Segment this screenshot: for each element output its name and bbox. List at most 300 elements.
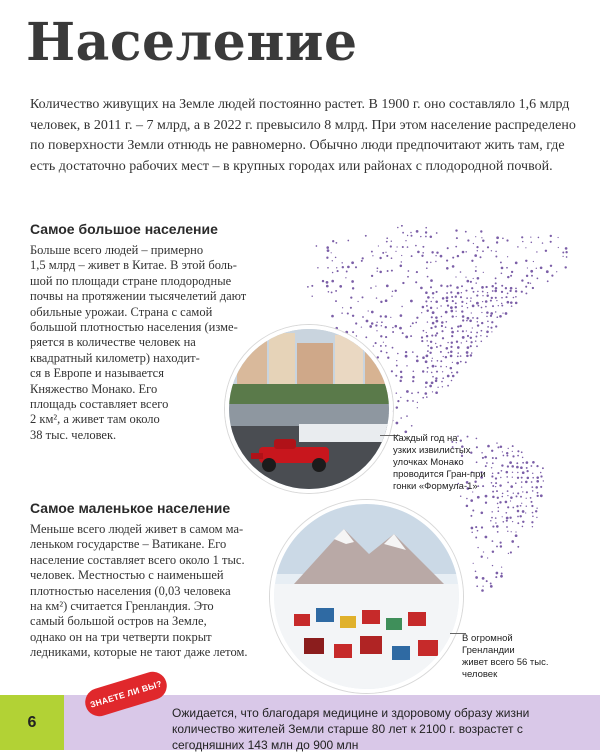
smallest-population-heading: Самое маленькое население <box>30 500 231 516</box>
map-dot-473 <box>450 355 453 358</box>
map-dot-525 <box>441 381 443 383</box>
map-dot-428 <box>466 340 467 341</box>
map-dot-420 <box>421 340 423 342</box>
map-dot-754 <box>500 545 502 547</box>
map-dot-255 <box>357 301 358 302</box>
largest-population-heading: Самое большое население <box>30 221 218 237</box>
map-dot-153 <box>427 276 429 278</box>
map-dot-477 <box>470 354 472 356</box>
map-dot-261 <box>435 301 438 304</box>
map-dot-755 <box>517 546 519 548</box>
map-dot-287 <box>455 306 457 308</box>
map-dot-221 <box>482 291 484 293</box>
map-dot-342 <box>412 322 414 324</box>
map-dot-411 <box>462 336 465 339</box>
map-dot-70 <box>462 251 465 254</box>
map-dot-207 <box>331 291 333 293</box>
map-dot-168 <box>351 280 354 283</box>
map-dot-384 <box>402 332 404 334</box>
map-dot-316 <box>331 315 334 318</box>
map-dot-272 <box>496 300 497 301</box>
map-dot-77 <box>545 250 547 252</box>
map-dot-599 <box>516 462 518 464</box>
map-dot-453 <box>412 351 414 353</box>
map-dot-421 <box>426 340 428 342</box>
map-dot-178 <box>530 283 531 284</box>
map-dot-487 <box>460 361 462 363</box>
map-dot-14 <box>411 235 413 237</box>
map-dot-179 <box>547 280 549 282</box>
map-dot-301 <box>371 311 374 314</box>
map-dot-412 <box>467 335 469 337</box>
map-dot-252 <box>513 297 515 299</box>
map-dot-76 <box>536 251 537 252</box>
map-dot-211 <box>425 291 428 294</box>
map-dot-774 <box>476 585 478 587</box>
map-dot-266 <box>466 303 467 304</box>
map-dot-218 <box>465 290 467 292</box>
map-dot-369 <box>445 326 447 328</box>
intro-text: Количество живущих на Земле людей постоянно растет. В 1900 г. оно составляло 1,6 млрд человек, в 2011 г. – 7 млрд, а в 2022 г. превысило 8 млрд. При этом население распределено по поверхности Земли отнюдь не равномерно. Обычно люди предпочитают жить там, где есть достаточно рабочих мест – в крупных городах или районах с плодородной почвой. <box>30 97 576 174</box>
map-dot-676 <box>492 496 495 499</box>
map-dot-293 <box>485 306 487 308</box>
map-dot-120 <box>377 267 379 269</box>
map-dot-403 <box>405 336 408 339</box>
map-dot-535 <box>406 390 409 393</box>
map-dot-248 <box>491 297 493 299</box>
map-dot-540 <box>435 391 438 394</box>
map-dot-182 <box>326 285 329 288</box>
map-dot-226 <box>507 293 509 295</box>
map-dot-507 <box>451 372 453 374</box>
map-dot-762 <box>473 563 474 564</box>
map-dot-329 <box>462 315 465 318</box>
map-dot-245 <box>476 295 478 297</box>
map-dot-374 <box>477 324 479 326</box>
map-dot-622 <box>522 471 525 474</box>
map-dot-582 <box>517 450 519 452</box>
map-dot-273 <box>501 303 503 305</box>
map-dot-677 <box>497 497 499 499</box>
map-dot-742 <box>497 531 499 533</box>
map-dot-183 <box>339 285 342 288</box>
map-dot-13 <box>407 235 408 236</box>
map-dot-623 <box>526 470 528 472</box>
map-dot-381 <box>352 331 354 333</box>
map-dot-322 <box>400 314 403 317</box>
map-dot-415 <box>480 335 481 336</box>
map-dot-394 <box>476 332 478 334</box>
map-dot-516 <box>447 375 450 378</box>
map-dot-646 <box>525 481 528 484</box>
map-dot-136 <box>377 271 378 272</box>
map-dot-370 <box>451 327 453 329</box>
map-dot-267 <box>470 300 471 301</box>
map-dot-130 <box>540 266 543 269</box>
map-dot-619 <box>506 471 509 474</box>
map-dot-162 <box>531 275 533 277</box>
map-dot-208 <box>335 290 337 292</box>
map-dot-506 <box>442 371 443 372</box>
map-dot-26 <box>550 235 552 237</box>
map-dot-520 <box>399 380 401 382</box>
map-dot-74 <box>491 250 492 251</box>
map-dot-469 <box>426 355 429 358</box>
map-dot-530 <box>429 385 432 388</box>
map-dot-451 <box>397 353 399 355</box>
map-dot-373 <box>472 327 473 328</box>
map-dot-719 <box>509 517 511 519</box>
map-dot-210 <box>394 290 396 292</box>
map-dot-349 <box>462 319 464 321</box>
map-dot-135 <box>346 271 348 273</box>
map-dot-436 <box>385 345 387 347</box>
map-dot-52 <box>447 247 449 249</box>
map-dot-609 <box>520 466 523 469</box>
map-dot-116 <box>336 267 337 268</box>
map-dot-532 <box>442 386 443 387</box>
map-dot-160 <box>510 275 512 277</box>
map-dot-265 <box>461 301 463 303</box>
map-dot-212 <box>432 292 435 295</box>
map-dot-748 <box>515 534 518 537</box>
map-dot-728 <box>512 521 513 522</box>
map-dot-142 <box>460 271 462 273</box>
map-dot-353 <box>481 322 483 324</box>
map-dot-284 <box>440 305 441 306</box>
page-number: 6 <box>0 695 64 750</box>
map-dot-624 <box>532 473 533 474</box>
map-dot-558 <box>411 425 413 427</box>
map-dot-155 <box>465 276 466 277</box>
map-dot-377 <box>495 325 497 327</box>
map-dot-241 <box>455 296 457 298</box>
map-dot-302 <box>421 312 422 313</box>
map-dot-630 <box>506 476 508 478</box>
map-dot-735 <box>492 526 494 528</box>
map-dot-440 <box>436 346 438 348</box>
map-dot-760 <box>481 556 483 558</box>
map-dot-55 <box>487 246 489 248</box>
map-dot-311 <box>486 311 489 314</box>
map-dot-195 <box>471 287 473 289</box>
map-dot-422 <box>430 341 432 343</box>
map-dot-697 <box>507 506 509 508</box>
map-dot-447 <box>476 345 478 347</box>
map-dot-224 <box>494 290 497 293</box>
map-dot-541 <box>400 397 401 398</box>
map-dot-391 <box>462 330 464 332</box>
map-dot-262 <box>446 300 448 302</box>
map-dot-317 <box>352 315 354 317</box>
map-dot-419 <box>383 342 384 343</box>
map-dot-771 <box>500 575 503 578</box>
map-dot-324 <box>431 316 433 318</box>
map-dot-399 <box>356 335 357 336</box>
map-dot-737 <box>506 526 508 528</box>
map-dot-335 <box>496 316 498 318</box>
map-dot-192 <box>450 285 452 287</box>
map-dot-227 <box>509 290 511 292</box>
map-dot-7 <box>436 232 438 234</box>
map-dot-314 <box>502 312 503 313</box>
map-dot-104 <box>401 261 402 262</box>
map-dot-714 <box>470 515 472 517</box>
map-dot-95 <box>480 256 482 258</box>
map-dot-235 <box>391 296 392 297</box>
map-dot-656 <box>510 485 513 488</box>
map-dot-199 <box>495 287 498 290</box>
map-dot-636 <box>536 476 539 479</box>
map-dot-32 <box>391 240 392 241</box>
map-dot-590 <box>506 455 508 457</box>
map-dot-632 <box>517 477 519 479</box>
map-dot-69 <box>436 251 438 253</box>
map-dot-297 <box>511 305 513 307</box>
map-dot-522 <box>425 381 428 384</box>
map-dot-685 <box>537 495 539 497</box>
map-dot-717 <box>502 516 503 517</box>
map-dot-80 <box>326 257 328 259</box>
map-dot-239 <box>446 296 449 299</box>
map-dot-769 <box>482 577 485 580</box>
map-dot-343 <box>415 322 417 324</box>
map-dot-9 <box>465 231 467 233</box>
map-dot-470 <box>432 358 433 359</box>
map-dot-660 <box>540 486 542 488</box>
map-dot-167 <box>331 280 334 283</box>
map-dot-513 <box>432 376 434 378</box>
map-dot-230 <box>525 292 527 294</box>
did-you-know-badge: ЗНАЕТЕ ЛИ ВЫ? <box>82 668 171 719</box>
map-dot-187 <box>386 285 389 288</box>
map-dot-689 <box>497 503 499 505</box>
map-dot-201 <box>505 287 507 289</box>
map-dot-682 <box>520 496 522 498</box>
map-dot-184 <box>352 287 354 289</box>
map-dot-228 <box>515 290 517 292</box>
map-dot-768 <box>475 576 478 579</box>
map-dot-724 <box>490 520 492 522</box>
map-dot-607 <box>511 465 514 468</box>
map-dot-531 <box>437 387 438 388</box>
map-dot-225 <box>501 291 503 293</box>
map-dot-159 <box>507 276 509 278</box>
map-dot-253 <box>515 296 517 298</box>
map-dot-732 <box>471 527 474 530</box>
map-dot-625 <box>540 472 542 474</box>
map-dot-460 <box>466 351 469 354</box>
map-dot-376 <box>490 327 492 329</box>
map-dot-751 <box>511 540 514 543</box>
map-dot-50 <box>415 245 417 247</box>
map-dot-658 <box>531 486 533 488</box>
map-dot-237 <box>432 297 433 298</box>
map-dot-502 <box>422 370 424 372</box>
map-dot-722 <box>532 516 534 518</box>
map-dot-475 <box>460 355 462 357</box>
map-dot-438 <box>427 345 429 347</box>
map-dot-464 <box>377 356 379 358</box>
map-dot-65 <box>395 251 396 252</box>
map-dot-140 <box>408 270 410 272</box>
map-dot-131 <box>550 265 552 267</box>
map-dot-711 <box>525 512 526 513</box>
map-dot-143 <box>475 270 477 272</box>
map-dot-258 <box>410 300 413 303</box>
map-dot-51 <box>422 246 424 248</box>
map-dot-15 <box>420 236 421 237</box>
map-dot-205 <box>532 287 534 289</box>
map-dot-410 <box>451 335 453 337</box>
map-dot-357 <box>361 326 362 327</box>
map-dot-134 <box>337 270 339 272</box>
map-dot-461 <box>471 352 473 354</box>
map-dot-698 <box>512 507 514 509</box>
map-dot-537 <box>417 392 419 394</box>
map-dot-99 <box>566 256 568 258</box>
map-dot-366 <box>430 327 432 329</box>
map-dot-773 <box>490 583 492 585</box>
map-dot-238 <box>442 297 445 300</box>
map-dot-281 <box>426 305 428 307</box>
map-dot-72 <box>477 250 478 251</box>
map-dot-482 <box>431 360 433 362</box>
map-dot-695 <box>466 505 469 508</box>
map-dot-328 <box>456 316 457 317</box>
map-dot-268 <box>476 302 479 305</box>
map-dot-633 <box>521 477 523 479</box>
map-dot-536 <box>411 392 413 394</box>
map-dot-174 <box>475 282 476 283</box>
map-dot-41 <box>542 242 543 243</box>
map-dot-668 <box>522 491 523 492</box>
map-dot-36 <box>482 240 484 242</box>
map-dot-294 <box>492 305 494 307</box>
map-dot-543 <box>426 396 428 398</box>
map-dot-670 <box>532 490 534 492</box>
map-dot-573 <box>508 448 509 449</box>
map-dot-634 <box>527 477 530 480</box>
map-dot-202 <box>510 287 513 290</box>
map-dot-468 <box>422 356 425 359</box>
map-dot-186 <box>375 285 376 286</box>
map-dot-251 <box>505 296 507 298</box>
map-dot-304 <box>432 311 435 314</box>
map-dot-320 <box>384 315 387 318</box>
map-dot-721 <box>519 515 521 517</box>
map-dot-554 <box>400 417 402 419</box>
map-dot-684 <box>530 497 532 499</box>
map-dot-71 <box>465 251 466 252</box>
map-dot-430 <box>475 340 477 342</box>
map-dot-736 <box>496 525 499 528</box>
map-dot-78 <box>562 252 564 254</box>
map-dot-313 <box>495 311 496 312</box>
map-dot-319 <box>380 315 382 317</box>
map-dot-256 <box>380 301 382 303</box>
map-dot-494 <box>435 365 437 367</box>
map-dot-351 <box>469 319 472 322</box>
map-dot-121 <box>400 265 403 268</box>
map-dot-215 <box>450 291 452 293</box>
map-dot-148 <box>546 270 549 273</box>
map-dot-486 <box>456 362 459 365</box>
map-dot-165 <box>322 280 324 282</box>
map-dot-713 <box>535 510 537 512</box>
map-dot-30 <box>347 240 349 242</box>
map-dot-305 <box>445 311 448 314</box>
map-dot-687 <box>470 499 473 502</box>
map-dot-480 <box>416 360 419 363</box>
map-dot-173 <box>470 281 472 283</box>
map-dot-644 <box>515 482 517 484</box>
map-dot-59 <box>565 247 568 250</box>
map-dot-443 <box>450 346 452 348</box>
map-dot-275 <box>510 301 513 304</box>
map-dot-647 <box>531 481 533 483</box>
map-dot-18 <box>456 237 458 239</box>
map-dot-242 <box>460 296 462 298</box>
map-dot-164 <box>551 275 553 277</box>
map-dot-122 <box>426 267 428 269</box>
map-dot-149 <box>556 271 557 272</box>
map-dot-538 <box>424 392 427 395</box>
map-dot-290 <box>472 305 475 308</box>
map-dot-456 <box>440 351 442 353</box>
map-dot-114 <box>317 267 319 269</box>
map-dot-176 <box>521 279 523 281</box>
map-dot-296 <box>501 305 503 307</box>
map-dot-233 <box>362 296 364 298</box>
map-dot-222 <box>487 292 488 293</box>
map-dot-726 <box>502 521 504 523</box>
map-dot-606 <box>507 465 509 467</box>
map-dot-524 <box>435 380 438 383</box>
map-dot-3 <box>402 232 404 234</box>
map-dot-19 <box>475 236 476 237</box>
map-dot-725 <box>495 522 497 524</box>
map-dot-92 <box>452 257 454 259</box>
map-dot-283 <box>437 307 438 308</box>
map-dot-368 <box>441 325 443 327</box>
map-dot-10 <box>480 230 482 232</box>
map-dot-315 <box>505 312 508 315</box>
map-dot-132 <box>564 266 566 268</box>
map-dot-739 <box>532 526 533 527</box>
map-dot-347 <box>441 321 444 324</box>
map-dot-701 <box>526 505 527 506</box>
map-dot-764 <box>501 566 502 567</box>
map-dot-217 <box>461 292 462 293</box>
map-dot-690 <box>499 501 501 503</box>
map-dot-763 <box>492 565 493 566</box>
map-dot-191 <box>446 285 448 287</box>
map-dot-38 <box>506 239 508 241</box>
map-dot-395 <box>481 330 483 332</box>
map-dot-600 <box>522 462 524 464</box>
map-dot-42 <box>550 241 552 243</box>
smallest-population-text: Меньше всего людей живет в самом ма- леньком государстве – Ватикане. Его население составляет всего около 1 тыс. человек. Местностью с наименьшей плотностью населения (0,03 человека на км²) считается Гренландия. Это самый большой остров на Земле, однако он на три четверти покрыт ледниками, которые не тают даже летом. <box>30 522 248 660</box>
map-dot-45 <box>378 245 379 246</box>
map-dot-765 <box>475 571 477 573</box>
map-dot-621 <box>517 472 518 473</box>
map-dot-39 <box>522 241 523 242</box>
map-dot-327 <box>452 315 454 317</box>
map-dot-354 <box>487 320 489 322</box>
map-dot-510 <box>395 375 397 377</box>
map-dot-96 <box>495 256 497 258</box>
